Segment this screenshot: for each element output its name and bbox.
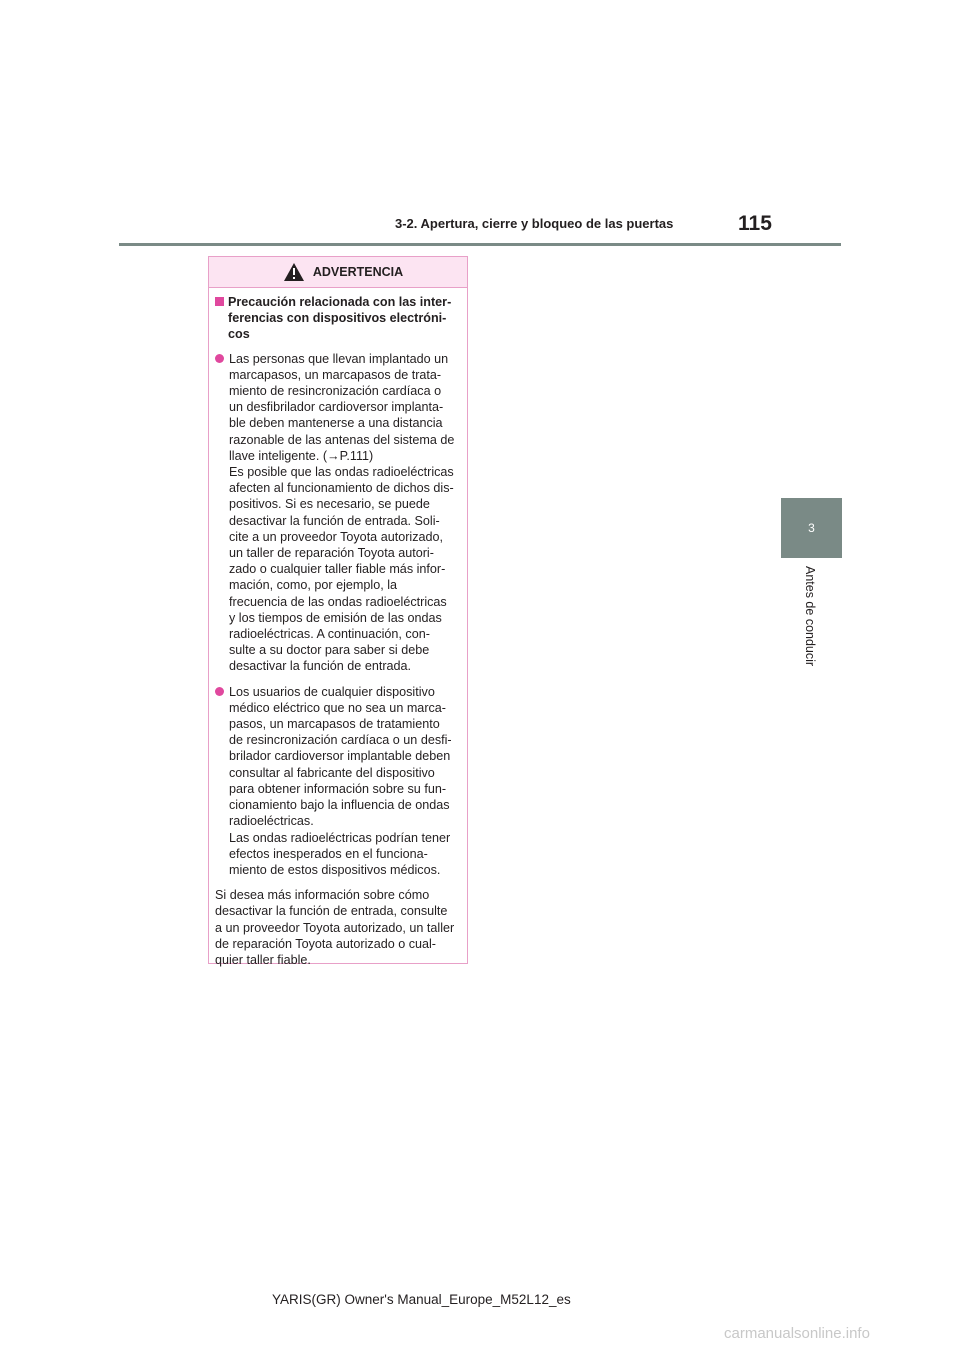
header-divider	[119, 243, 841, 246]
square-bullet-icon	[215, 297, 224, 306]
warning-note: Si desea más información sobre cómo desactivar la función de entrada, consulte a un proveedor Toyota autorizado, un taller de reparación Toyota autorizado o cual- quier taller fiable.	[215, 888, 455, 967]
topic-text: Precaución relacionada con las inter- ferencias con dispositivos electróni- cos	[228, 295, 452, 342]
paragraph: Es posible que las ondas radioeléctricas afecten al funcionamiento de dichos dis- positivos. Si es necesario, se puede desactivar la función de entrada. Soli- cite a un proveedor Toyota autorizado, un taller de reparación Toyota autori- zado o cualquier taller fiable más infor- mación, como, por ejemplo, la frecuencia de las ondas radioeléctricas y los tiempos de emisión de las ondas radioeléctricas. A continuación, con- sulte a su doctor para saber si debe desactivar la función de entrada.	[229, 465, 454, 674]
warning-body	[209, 288, 467, 968]
section-title: 3-2. Apertura, cierre y bloqueo de las puertas	[395, 216, 674, 231]
manual-id: YARIS(GR) Owner's Manual_Europe_M52L12_es	[272, 1292, 571, 1307]
paragraph: Los usuarios de cualquier dispositivo médico eléctrico que no sea un marca- pasos, un marcapasos de tratamiento de resincronización cardíaca o un desfi- brilador cardioversor implantable deben consultar al fabricante del dispositivo para obtener información sobre su fun- cionamiento bajo la influencia de ondas radioeléctricas.	[229, 684, 452, 829]
list-item	[215, 351, 459, 675]
warning-header	[209, 257, 467, 288]
circle-bullet-icon	[215, 354, 224, 363]
watermark: carmanualsonline.info	[724, 1325, 870, 1342]
paragraph: Las personas que llevan implantado un marcapasos, un marcapasos de trata- miento de resincronización cardíaca o un desfibrilador cardioversor implanta- ble deben mantenerse a una distancia razonable de las antenas del sistema de llave inteligente. (→P.111)	[229, 351, 455, 463]
chapter-tab[interactable]: 3	[781, 498, 842, 558]
circle-bullet-icon	[215, 687, 224, 696]
warning-title: ADVERTENCIA	[312, 265, 404, 279]
list-item	[215, 684, 459, 878]
page-number: 115	[738, 212, 772, 235]
list-item-text	[229, 684, 452, 878]
warning-topic	[215, 294, 459, 343]
paragraph: Las ondas radioeléctricas podrían tener efectos inesperados en el funciona- miento de estos dispositivos médicos.	[229, 830, 451, 877]
chapter-title: Antes de conducir	[803, 566, 817, 667]
list-item-text	[229, 351, 454, 675]
warning-box	[208, 256, 468, 967]
warning-triangle-icon	[283, 262, 305, 282]
